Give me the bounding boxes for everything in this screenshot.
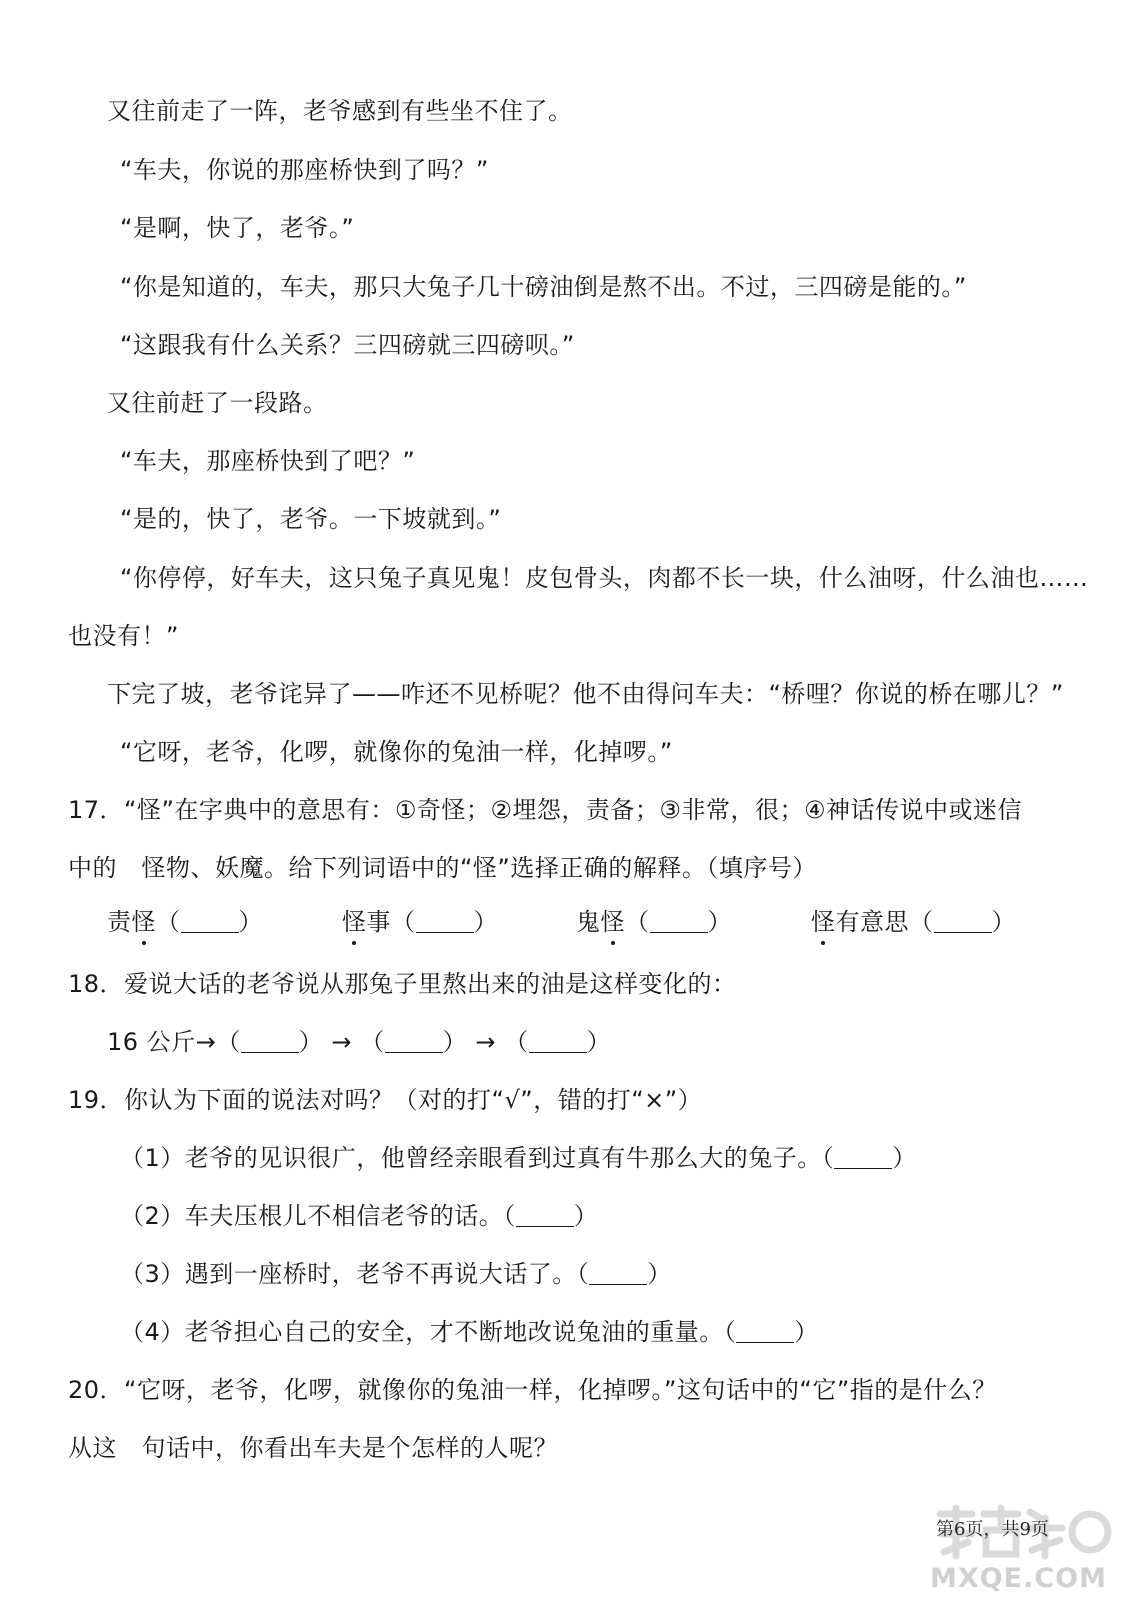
q17-word-3-char: 鬼 (576, 908, 601, 936)
q19-item-2-text: （2）车夫压根儿不相信老爷的话。 (120, 1202, 504, 1230)
q17-answer-3-blank[interactable] (650, 908, 708, 933)
story-paragraph-8: “是的，快了，老爷。一下坡就到。” (120, 505, 502, 533)
paren-open: （ (504, 1028, 529, 1056)
paren-close: ） (586, 1028, 612, 1056)
q17-word-2 (342, 905, 498, 939)
paren-close: ） (238, 908, 263, 936)
q19-item-3-text: （3）遇到一座桥时，老爷不再说大话了。 (120, 1260, 577, 1288)
q19-item-4 (120, 1315, 819, 1349)
q17-word-3 (576, 905, 732, 939)
story-paragraph-9: “你停停，好车夫，这只兔子真见鬼！皮包骨头，肉都不长一块，什么油呀，什么油也…… (120, 564, 1089, 592)
paren-close: ） (892, 1144, 917, 1172)
arrow-right-icon: → (195, 1028, 217, 1056)
q18-answer-3-blank[interactable] (529, 1028, 587, 1053)
arrow-right-icon: → (331, 1028, 353, 1056)
story-paragraph-11: “它呀，老爷，化啰，就像你的兔油一样，化掉啰。” (120, 738, 673, 766)
q18-answer-1-blank[interactable] (241, 1028, 299, 1053)
watermark-url: MXQE.COM (930, 1563, 1107, 1594)
story-paragraph-3: “是啊，快了，老爷。” (120, 214, 355, 242)
paren-close: ） (647, 1260, 672, 1288)
paren-close: ） (707, 908, 732, 936)
q17-word-1-char: 责 (107, 908, 132, 936)
q17-word-3-dotted-char: 怪 (601, 905, 626, 939)
paren-open: （ (156, 908, 181, 936)
q17-answer-2-blank[interactable] (416, 908, 474, 933)
paren-close: ） (991, 908, 1016, 936)
q19-item-4-text: （4）老爷担心自己的安全，才不断地改说兔油的重量。 (120, 1318, 724, 1346)
q20-prompt: 20．“它呀，老爷，化啰，就像你的兔油一样，化掉啰。”这句话中的“它”指的是什么？ (68, 1376, 997, 1404)
q17-answer-4-blank[interactable] (934, 908, 992, 933)
paren-open: （ (723, 1318, 737, 1346)
q19-item-3 (120, 1257, 672, 1291)
story-paragraph-1: 又往前走了一阵，老爷感到有些坐不住了。 (107, 97, 573, 125)
arrow-right-icon: → (475, 1028, 496, 1056)
q18-answer-2-blank[interactable] (385, 1028, 443, 1053)
story-paragraph-2: “车夫，你说的那座桥快到了吗？” (120, 156, 489, 184)
paren-close: ） (473, 908, 498, 936)
q17-word-1 (107, 905, 263, 939)
q17-prompt-continued: 中的 怪物、妖魔。给下列词语中的“怪”选择正确的解释。（填序号） (68, 854, 817, 882)
q19-item-2 (120, 1199, 598, 1233)
q19-answer-3-blank[interactable] (589, 1260, 647, 1285)
q17-word-4-dotted-char: 怪 (811, 905, 836, 939)
paren-close: ） (794, 1318, 819, 1346)
q17-word-4-chars: 有意思 (835, 908, 909, 936)
q19-answer-2-blank[interactable] (516, 1202, 574, 1227)
q17-prompt: 17．“怪”在字典中的意思有：①奇怪；②埋怨，责备；③非常，很；④神话传说中或迷信 (68, 796, 1022, 824)
q17-word-2-char: 事 (366, 908, 391, 936)
paren-open: （ (625, 908, 650, 936)
story-paragraph-9-continued: 也没有！” (68, 622, 179, 650)
paren-open: （ (576, 1260, 590, 1288)
story-paragraph-7: “车夫，那座桥快到了吧？” (120, 447, 416, 475)
paren-open: （ (909, 908, 934, 936)
q19-answer-1-blank[interactable] (834, 1144, 892, 1169)
paren-open: （ (360, 1028, 385, 1056)
story-paragraph-10: 下完了坡，老爷诧异了——咋还不见桥呢？他不由得问车夫：“桥哩？你说的桥在哪儿？” (107, 680, 1064, 708)
paren-close: ） (442, 1028, 468, 1056)
paren-close: ） (573, 1202, 599, 1230)
q17-answer-1-blank[interactable] (181, 908, 239, 933)
paren-open: （ (503, 1202, 516, 1230)
story-paragraph-6: 又往前赶了一段路。 (107, 389, 328, 417)
q18-start-value: 16 公斤 (107, 1028, 196, 1056)
q17-word-2-dotted-char: 怪 (342, 905, 367, 939)
q20-prompt-continued: 从这 句话中，你看出车夫是个怎样的人呢？ (68, 1434, 558, 1462)
page-number: 第6页，共9页 (936, 1519, 1049, 1540)
paren-open: （ (216, 1028, 241, 1056)
q17-word-1-dotted-char: 怪 (132, 905, 157, 939)
q18-prompt: 18．爱说大话的老爷说从那兔子里熬出来的油是这样变化的： (68, 970, 737, 998)
story-paragraph-4: “你是知道的，车夫，那只大兔子几十磅油倒是熬不出。不过，三四磅是能的。” (120, 273, 967, 301)
paren-open: （ (821, 1144, 835, 1172)
q19-answer-4-blank[interactable] (736, 1318, 794, 1343)
story-paragraph-5: “这跟我有什么关系？三四磅就三四磅呗。” (120, 331, 575, 359)
q19-item-1 (120, 1141, 917, 1175)
q19-item-1-text: （1）老爷的见识很广，他曾经亲眼看到过真有牛那么大的兔子。 (120, 1144, 822, 1172)
q17-word-4 (811, 905, 1016, 939)
q19-prompt: 19．你认为下面的说法对吗？（对的打“√”，错的打“×”） (68, 1086, 703, 1114)
paren-close: ） (298, 1028, 324, 1056)
q18-sequence (107, 1025, 611, 1059)
paren-open: （ (391, 908, 416, 936)
